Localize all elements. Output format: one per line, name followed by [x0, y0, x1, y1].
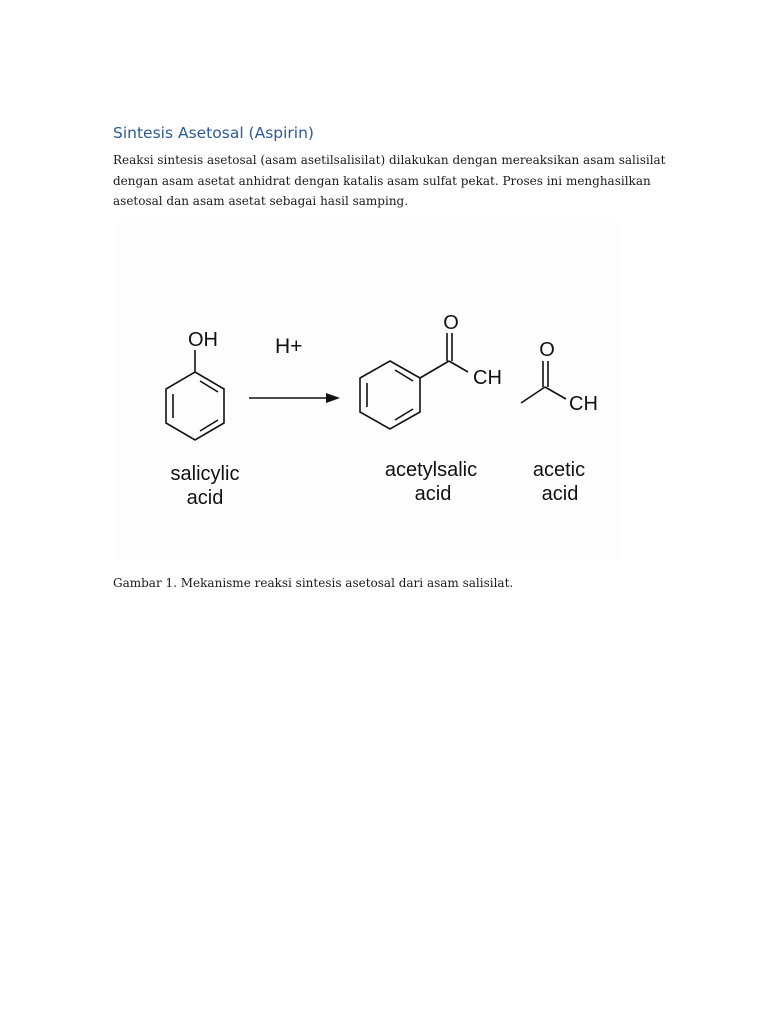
salicylic-name-1: salicylic [170, 463, 240, 485]
figure-caption: Gambar 1. Mekanisme reaksi sintesis asetosal dari asam salisilat. [113, 576, 514, 590]
acetylsalic-name-2: acid [414, 483, 452, 505]
salicylic-ring [166, 372, 224, 440]
acetic-ch-label: CH [569, 393, 598, 415]
acetylsalic-oxygen: O [443, 312, 459, 334]
acetylsalic-name-1: acetylsalic [384, 459, 478, 481]
oh-label: OH [188, 329, 218, 351]
body-paragraph: Reaksi sintesis asetosal (asam asetilsalisilat) dilakukan dengan mereaksikan asam salisilat dengan asam asetat anhidrat dengan katalis asam sulfat pekat. Proses ini menghasilkan asetosal dan asam asetat sebagai hasil samping. [113, 153, 666, 208]
acetic-oxygen: O [539, 339, 555, 361]
reaction-scheme [118, 222, 620, 560]
salicylic-name-2: acid [186, 487, 224, 509]
reaction-figure [118, 222, 620, 560]
acetic-name-1: acetic [532, 459, 586, 481]
acetic-name-2: acid [541, 483, 579, 505]
acetylsalic-ch-label: CH [473, 367, 502, 389]
arrow-head [326, 393, 340, 403]
catalyst-label: H+ [275, 335, 303, 358]
section-heading: Sintesis Asetosal (Aspirin) [113, 124, 314, 142]
acetylsalic-ring [360, 361, 420, 429]
